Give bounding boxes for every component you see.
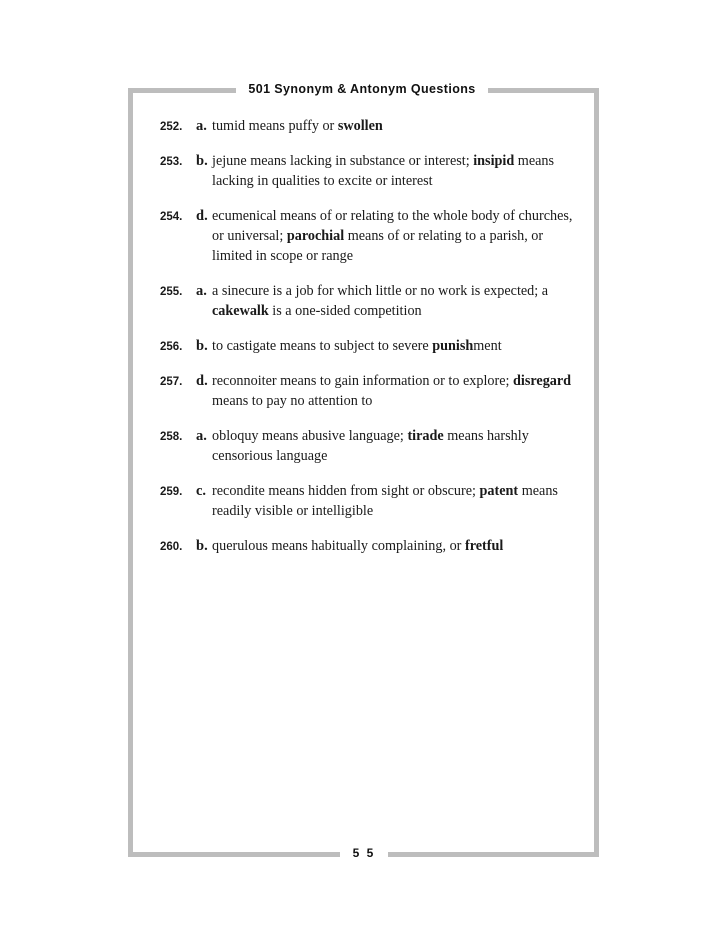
answer-text	[212, 428, 529, 464]
answer-text	[212, 538, 503, 554]
answer-text	[212, 373, 571, 409]
question-number: 254.	[160, 211, 183, 223]
answer-item	[160, 371, 580, 411]
answer-text	[212, 283, 548, 319]
key-word: disregard	[513, 373, 572, 389]
answer-letter: a.	[196, 118, 207, 134]
answer-text-segment: tumid means puffy or	[212, 118, 338, 134]
frame-right	[594, 88, 599, 857]
answer-letter: a.	[196, 283, 207, 299]
key-word: cakewalk	[212, 303, 269, 319]
answer-item	[160, 151, 580, 191]
frame-top-right	[488, 88, 599, 93]
answer-text-segment: means of or relating to a parish, or limited in scope or range	[212, 228, 544, 264]
answer-letter: d.	[196, 208, 208, 224]
question-number: 259.	[160, 486, 183, 498]
page-number: 5 5	[352, 846, 376, 860]
frame-left	[128, 88, 133, 857]
answer-letter: b.	[196, 338, 208, 354]
answer-letter: c.	[196, 483, 207, 499]
answer-letter: b.	[196, 153, 208, 169]
answer-text	[212, 118, 383, 134]
page-header: 501 Synonym & Antonym Questions	[248, 82, 476, 96]
answer-text-segment: means lacking in qualities to excite or interest	[212, 153, 555, 189]
answer-letter: b.	[196, 538, 208, 554]
question-number: 260.	[160, 541, 183, 553]
answer-text-segment: recondite means hidden from sight or obscure;	[212, 483, 480, 499]
question-number: 256.	[160, 341, 183, 353]
question-number: 252.	[160, 121, 183, 133]
answer-letter: a.	[196, 428, 207, 444]
answer-text-segment: is a one-sided competition	[268, 303, 422, 319]
answer-item	[160, 206, 580, 266]
answer-text-segment: ment	[473, 338, 502, 354]
answer-text	[212, 153, 554, 189]
question-number: 255.	[160, 286, 183, 298]
answer-text-segment: obloquy means abusive language;	[212, 428, 408, 444]
question-number: 253.	[160, 156, 183, 168]
answer-text-segment: means to pay no attention to	[212, 393, 373, 409]
key-word: insipid	[473, 153, 515, 169]
key-word: parochial	[286, 228, 345, 244]
key-word: patent	[479, 483, 519, 499]
answer-letter: d.	[196, 373, 208, 389]
answer-text-segment: querulous means habitually complaining, or	[212, 538, 465, 554]
frame-bottom-left	[128, 852, 340, 857]
answer-text-segment: jejune means lacking in substance or interest;	[212, 153, 474, 169]
answer-text	[212, 338, 502, 354]
answer-item	[160, 481, 580, 521]
frame-bottom-right	[388, 852, 599, 857]
answer-list	[160, 116, 580, 571]
question-number: 257.	[160, 376, 183, 388]
answer-text	[212, 208, 572, 264]
answer-item	[160, 281, 580, 321]
question-number: 258.	[160, 431, 183, 443]
answer-text	[212, 483, 558, 519]
answer-item	[160, 336, 580, 356]
answer-item	[160, 116, 580, 136]
answer-text-segment: means harshly censorious language	[212, 428, 529, 464]
answer-item	[160, 536, 580, 556]
key-word: fretful	[464, 538, 504, 554]
frame-top-left	[128, 88, 236, 93]
answer-text-segment: to castigate means to subject to severe	[212, 338, 433, 354]
answer-text-segment: ecumenical means of or relating to the whole body of churches, or universal;	[212, 208, 573, 244]
key-word: punish	[432, 338, 474, 354]
key-word: tirade	[407, 428, 444, 444]
answer-text-segment: means readily visible or intelligible	[212, 483, 558, 519]
answer-item	[160, 426, 580, 466]
answer-text-segment: reconnoiter means to gain information or to explore;	[212, 373, 513, 389]
key-word: swollen	[337, 118, 383, 134]
answer-text-segment: a sinecure is a job for which little or no work is expected; a	[212, 283, 549, 299]
